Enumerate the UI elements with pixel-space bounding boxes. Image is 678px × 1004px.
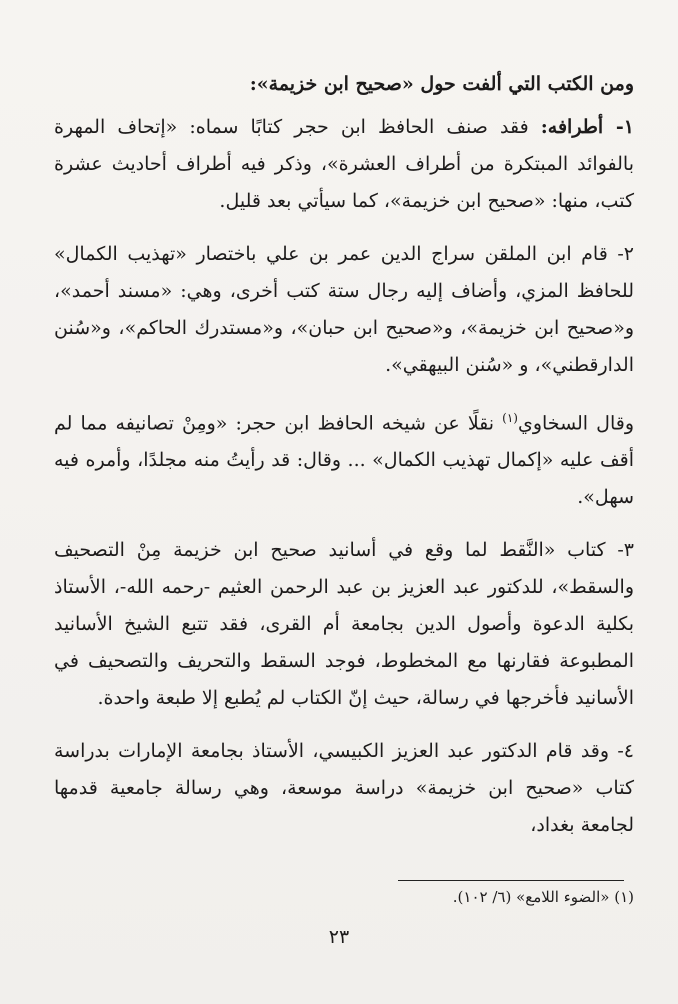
section-heading: ومن الكتب التي ألفت حول «صحيح ابن خزيمة»: [249, 73, 634, 95]
quote-after: نقلًا عن شيخه الحافظ ابن حجر: «ومِنْ تصانيفه مما لم أقف عليه «إكمال تهذيب الكمال» ... وقال: قد رأيتُ منه مجلدًا، وأمره فيه سهل». [54, 412, 634, 509]
quote-before: وقال السخاوي [517, 412, 635, 435]
paragraph-quote [54, 400, 634, 516]
item-1-text: فقد صنف الحافظ ابن حجر كتابًا سماه: «إتحاف المهرة بالفوائد المبتكرة من أطراف العشرة»، وذكر فيه أطراف أحاديث عشرة كتب، منها: «صحيح ابن خزيمة»، كما سيأتي بعد قليل. [54, 116, 634, 212]
paragraph-2: ٢- قام ابن الملقن سراج الدين عمر بن علي باختصار «تهذيب الكمال» للحافظ المزي، وأضاف إليه رجال ستة كتب أخرى، وهي: «مسند أحمد»، و«صحيح ابن خزيمة»، و«صحيح ابن حبان»، و«مستدرك الحاكم»، و«سُنن الدارقطني»، و «سُنن البيهقي». [54, 243, 634, 376]
main-text [54, 66, 634, 860]
footnote: (١) «الضوء اللامع» (٦/ ١٠٢). [452, 888, 634, 906]
paragraph-4: ٤- وقد قام الدكتور عبد العزيز الكبيسي، الأستاذ بجامعة الإمارات بدراسة كتاب «صحيح ابن خزيمة» دراسة موسعة، وهي رسالة جامعية قدمها لجامعة بغداد، [54, 740, 634, 837]
footnote-divider [398, 880, 624, 881]
paragraph-1 [54, 109, 634, 220]
page-number: ٢٣ [328, 926, 350, 948]
footnote-marker: (١) [502, 411, 518, 425]
item-1-lead: ١- أطرافه: [540, 116, 634, 138]
paragraph-3: ٣- كتاب «النَّقط لما وقع في أسانيد صحيح ابن خزيمة مِنْ التصحيف والسقط»، للدكتور عبد العزيز بن عبد الرحمن العثيم -رحمه الله-، الأستاذ بكلية الدعوة وأصول الدين بجامعة أم القرى، فقد تتبع الشيخ الأسانيد المطبوعة فقارنها مع المخطوط، فوجد السقط والتحريف والتصحيف في الأسانيد فأخرجها في رسالة، حيث إنّ الكتاب لم يُطبع إلا طبعة واحدة. [54, 539, 634, 710]
